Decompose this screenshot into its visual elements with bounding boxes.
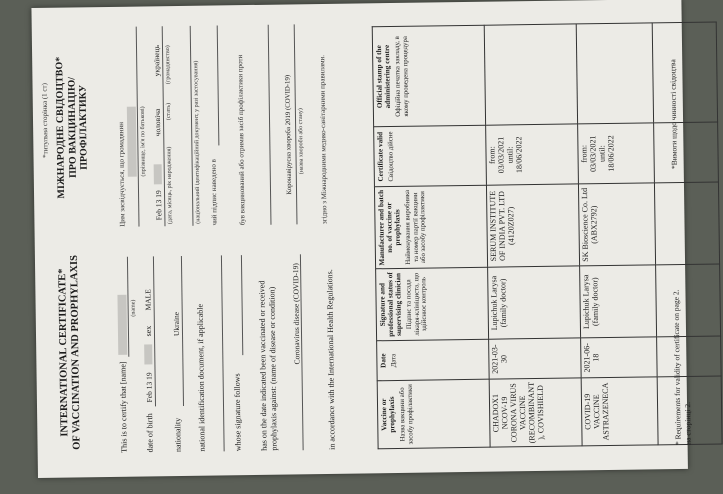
cell-valid: from: 03/03/2021 until: 18/06/2022 [486,124,579,185]
header-manufacturer [374,185,487,269]
cell-vaccine: COVID-19 VACCINE ASTRAZENECA [581,377,658,446]
cell-valid: from: 03/03/2021 until: 18/06/2022 [578,123,655,184]
header-date [377,339,490,381]
header-stamp [372,25,485,127]
sex-hint-ua: (стать) [165,102,173,121]
header-valid-ua: Свідоцтво дійсне [387,131,395,182]
name-field-line-ua [136,27,140,227]
nationality-field-line [181,256,184,406]
dob-hint-ua: (дата, місяць, рік народження) [166,146,174,225]
certificate-page [31,0,693,478]
footer-note-en-line-1: * Requirements for validity of certificate on page 2. [671,289,683,446]
header-stamp-ua: Офіційна печатка закладу, в якому проведена процедура [393,36,410,117]
footer-note-en-ua: на сторінці 2. [683,401,693,445]
citizenship-hint-ua: (громадянство) [164,45,172,85]
sex-value-ua: чоловіча [152,108,163,137]
table-header-row [372,25,490,449]
id-doc-label: national identification document, if applicable [195,303,207,452]
redaction-name-ua [127,107,137,177]
id-doc-field-line [221,255,225,451]
header-date-ua: Дата [390,353,398,368]
name-hint: (name) [130,299,137,317]
certify-label: This is to certify that [name] [118,361,129,453]
nationality-value: Ukraine [171,311,182,337]
title-ua-line-3: ПРОФІЛАКТИКУ [77,84,90,170]
header-vaccine-ua: Назва вакцини або засобу профілактики [398,384,415,445]
header-manufacturer-ua: Найменування виробника та номер партії вакцини або засобу профілактики [404,189,428,265]
header-vaccine [377,379,490,449]
name-hint-ua: (прізвище, ім'я по батькові) [139,106,147,177]
cell-date [657,336,722,377]
cell-stamp [652,22,717,123]
accordance-label: in accordance with the International Health Regulations. [325,269,337,450]
cell-clinician [656,264,721,337]
footer-note-ua: *Вимоги щодо чинності свідоцтва [668,59,679,170]
table-row [484,24,582,447]
cell-stamp [576,23,653,124]
vaccinated-label-ua: був вакцинований або отримав засіб профілактики проти [236,54,247,226]
id-doc-field-line-ua [190,26,194,226]
disease-field-line-ua [294,24,298,224]
title-ua-line-1: МІЖНАРОДНЕ СВІДОЦТВО* [54,56,68,199]
cell-clinician: Lupichuk Larysa (family doctor) [580,265,657,338]
header-clinician-ua: Підпис та посада лікаря-клініциста, що здійснює контроль [405,272,429,336]
disease-value-ua: Коронавірусна хвороба 2019 (COVID-19) [284,74,294,195]
title-ua-line-2: ПРО ВАКЦИНАЦІЮ/ [65,76,79,179]
nationality-label: nationality [173,417,183,453]
signature-label: whose signature follows [232,373,243,452]
disease-value: Coronavirus disease (COVID-19) [291,263,302,365]
cell-date: 2021-03-30 [489,338,582,379]
cell-vaccine: CHADOX1 NCOV-19 CORONA VIRUS VACCINE (RECOMBINANT), COVISHIELD [489,378,582,447]
cell-stamp [484,24,577,125]
cell-clinician: Lupichuk Larysa (family doctor) [488,266,581,339]
table-row [576,23,658,446]
page-tab-label: *титульна сторінка (1 ст) [40,83,50,158]
id-doc-hint-ua: (національний ідентифікаційний документ, у разі застосування) [193,60,202,224]
redaction-dob [144,344,152,364]
header-vaccine-en: Vaccine or prophylaxis [379,396,397,433]
dob-value-ua: Feb 13 19 [153,190,164,221]
title-ua [54,27,91,227]
citizenship-value-ua: українець [151,44,162,77]
header-clinician-en: Signature and professional status of supervising clinician [378,272,404,337]
header-valid [374,125,487,187]
signature-label-ua: чий підпис наведено в [209,158,219,226]
title-en-line-2: OF VACCINATION AND PROPHYLAXIS [68,255,83,450]
accordance-label-ua: згідно з Міжнародними медико-санітарними правилами. [318,54,329,225]
header-manufacturer-en: Manufacturer and batch no. of vaccine or prophylaxis [377,189,402,266]
dob-value: Feb 13 19 [144,372,154,403]
header-date-en: Date [379,353,388,368]
certify-label-ua: Цим засвідчується, що громадянин [117,121,127,227]
redaction-name [117,295,127,355]
cell-valid [654,122,719,183]
redaction-dob-ua [154,164,162,184]
header-clinician [376,267,489,341]
title-en [57,247,84,457]
disease-field-line [300,254,304,450]
cell-date: 2021-06-18 [581,337,658,378]
name-field-line [127,257,129,357]
table-row [652,22,722,445]
header-valid-en: Certificate valid [376,131,385,182]
title-en-line-1: INTERNATIONAL CERTIFICATE* [57,268,71,437]
signature-field-line-ua [217,25,220,145]
disease-hint-ua: (назва хвороби або стану) [297,108,305,175]
cell-manufacturer [654,182,719,265]
blank-line-ua [268,25,272,225]
cell-manufacturer: SK Bioscience Co. Ltd (ABX2792) [578,183,655,266]
sex-label: sex [143,325,154,337]
signature-field-line [241,255,243,355]
vaccinated-label: has on the date indicated been vaccinated or received prophylaxis against: (name of disease or condition) [257,280,279,451]
dob-label: date of birth [145,413,155,453]
sex-value: MALE [143,289,153,311]
cell-manufacturer: SERUM INSTITUTE OF INDIA PVT. LTD (4120Z027) [486,184,579,267]
header-stamp-en: Official stamp of the administering centre [374,44,392,109]
